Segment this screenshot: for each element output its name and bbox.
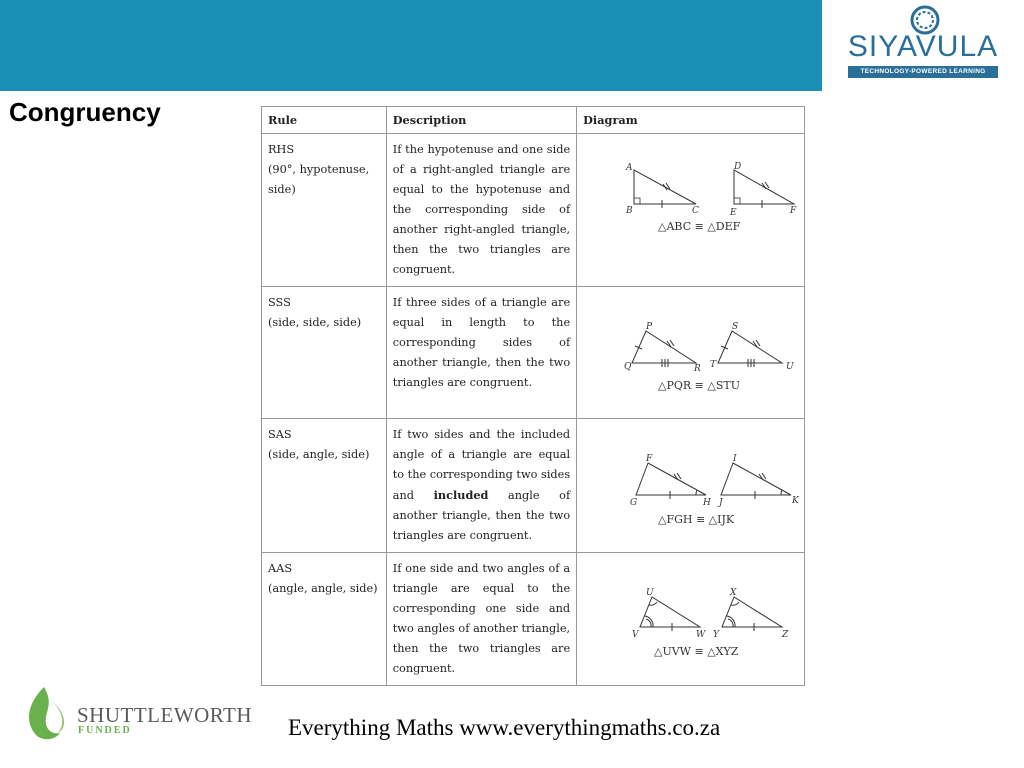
- triangle-def: [729, 162, 797, 218]
- diagram-cell: [577, 287, 805, 419]
- rule-detail: (angle, angle, side): [268, 582, 378, 595]
- vertex-label: C: [691, 206, 699, 216]
- description-bold: included: [433, 488, 489, 502]
- vertex-label: P: [645, 322, 652, 332]
- triangle-xyz: [713, 588, 789, 640]
- vertex-label: S: [731, 322, 738, 332]
- triangle-fgh: [630, 454, 711, 508]
- table-row: [262, 134, 805, 287]
- rule-name: AAS: [268, 562, 293, 575]
- vertex-label: F: [789, 206, 796, 216]
- vertex-label: B: [625, 206, 633, 216]
- description-text: angle of another triangle, then the two triangles are congruent.: [392, 489, 571, 542]
- vertex-label: F: [645, 454, 652, 464]
- triangle-abc: [625, 163, 699, 216]
- rule-detail: (side, angle, side): [268, 448, 370, 461]
- brand-name: SIYAVULA: [847, 30, 999, 63]
- congruence-caption: △ABC ≡ △DEF: [657, 220, 740, 233]
- sss-diagram: [596, 293, 794, 393]
- table-row: [262, 553, 805, 686]
- sas-diagram: [596, 425, 799, 526]
- rule-cell: [262, 419, 387, 553]
- footer-text: Everything Maths www.everythingmaths.co.za: [288, 715, 721, 740]
- vertex-label: Q: [623, 362, 631, 372]
- rule-name: SAS: [268, 428, 292, 441]
- table-header-row: [262, 107, 805, 134]
- page-title: Congruency: [9, 97, 161, 127]
- diagram-cell: [577, 553, 805, 686]
- congruence-caption: △UVW ≡ △XYZ: [653, 645, 738, 658]
- vertex-label: U: [645, 588, 654, 598]
- vertex-label: K: [791, 496, 799, 506]
- rule-cell: [262, 134, 387, 287]
- description-cell: If three sides of a triangle are equal in length to the corresponding sides of another triangle, then the two triangles are congruent.: [386, 287, 576, 419]
- vertex-label: D: [733, 162, 741, 172]
- congruence-caption: △PQR ≡ △STU: [657, 379, 740, 392]
- shuttleworth-logo: [22, 683, 262, 743]
- description-cell: If one side and two angles of a triangle are equal to the corresponding one side and two angles of another triangle, then the two triangles are congruent.: [386, 553, 576, 686]
- triangle-stu: [710, 322, 794, 372]
- rhs-diagram: [596, 140, 796, 233]
- header-description: Description: [386, 107, 576, 134]
- vertex-label: I: [732, 454, 737, 464]
- table-row: [262, 287, 805, 419]
- rule-cell: [262, 553, 387, 686]
- vertex-label: T: [709, 360, 716, 370]
- diagram-cell: [577, 134, 805, 287]
- rule-name: RHS: [268, 143, 295, 156]
- congruency-table: [261, 106, 805, 686]
- description-cell: [386, 419, 576, 553]
- triangle-ijk: [717, 454, 800, 508]
- vertex-label: G: [629, 498, 637, 508]
- flame-icon: [22, 683, 72, 743]
- vertex-label: W: [695, 630, 705, 640]
- description-cell: If the hypotenuse and one side of a right-angled triangle are equal to the hypotenuse and the corresponding side of another right-angled triangle, then the two triangles are congruent.: [386, 134, 576, 287]
- vertex-label: U: [785, 362, 794, 372]
- table-row: [262, 419, 805, 553]
- vertex-label: X: [729, 588, 736, 598]
- vertex-label: J: [718, 498, 723, 508]
- rule-detail: (90°, hypotenuse, side): [268, 163, 370, 196]
- description-text: If two sides and the included angle of a triangle are equal to the corresponding two sides and: [392, 428, 571, 502]
- header-rule: Rule: [262, 107, 387, 134]
- vertex-label: A: [625, 163, 633, 173]
- rule-cell: [262, 287, 387, 419]
- header-diagram: Diagram: [577, 107, 805, 134]
- siyavula-logo: [822, 0, 1024, 91]
- diagram-cell: [577, 419, 805, 553]
- aas-diagram: [596, 559, 786, 659]
- triangle-pqr: [624, 322, 701, 374]
- vertex-label: E: [729, 208, 737, 218]
- vertex-label: V: [631, 630, 639, 640]
- rule-detail: (side, side, side): [268, 316, 362, 329]
- congruence-caption: △FGH ≡ △IJK: [657, 513, 734, 526]
- vertex-label: Z: [781, 630, 788, 640]
- header-banner: [0, 0, 1024, 91]
- rule-name: SSS: [268, 296, 291, 309]
- triangle-uvw: [632, 588, 706, 640]
- vertex-label: R: [693, 364, 701, 374]
- sponsor-name: SHUTTLEWORTH: [77, 703, 253, 727]
- vertex-label: Y: [712, 630, 719, 640]
- vertex-label: H: [702, 498, 711, 508]
- sponsor-sub: FUNDED: [78, 725, 132, 736]
- brand-tagline: TECHNOLOGY-POWERED LEARNING: [848, 66, 998, 78]
